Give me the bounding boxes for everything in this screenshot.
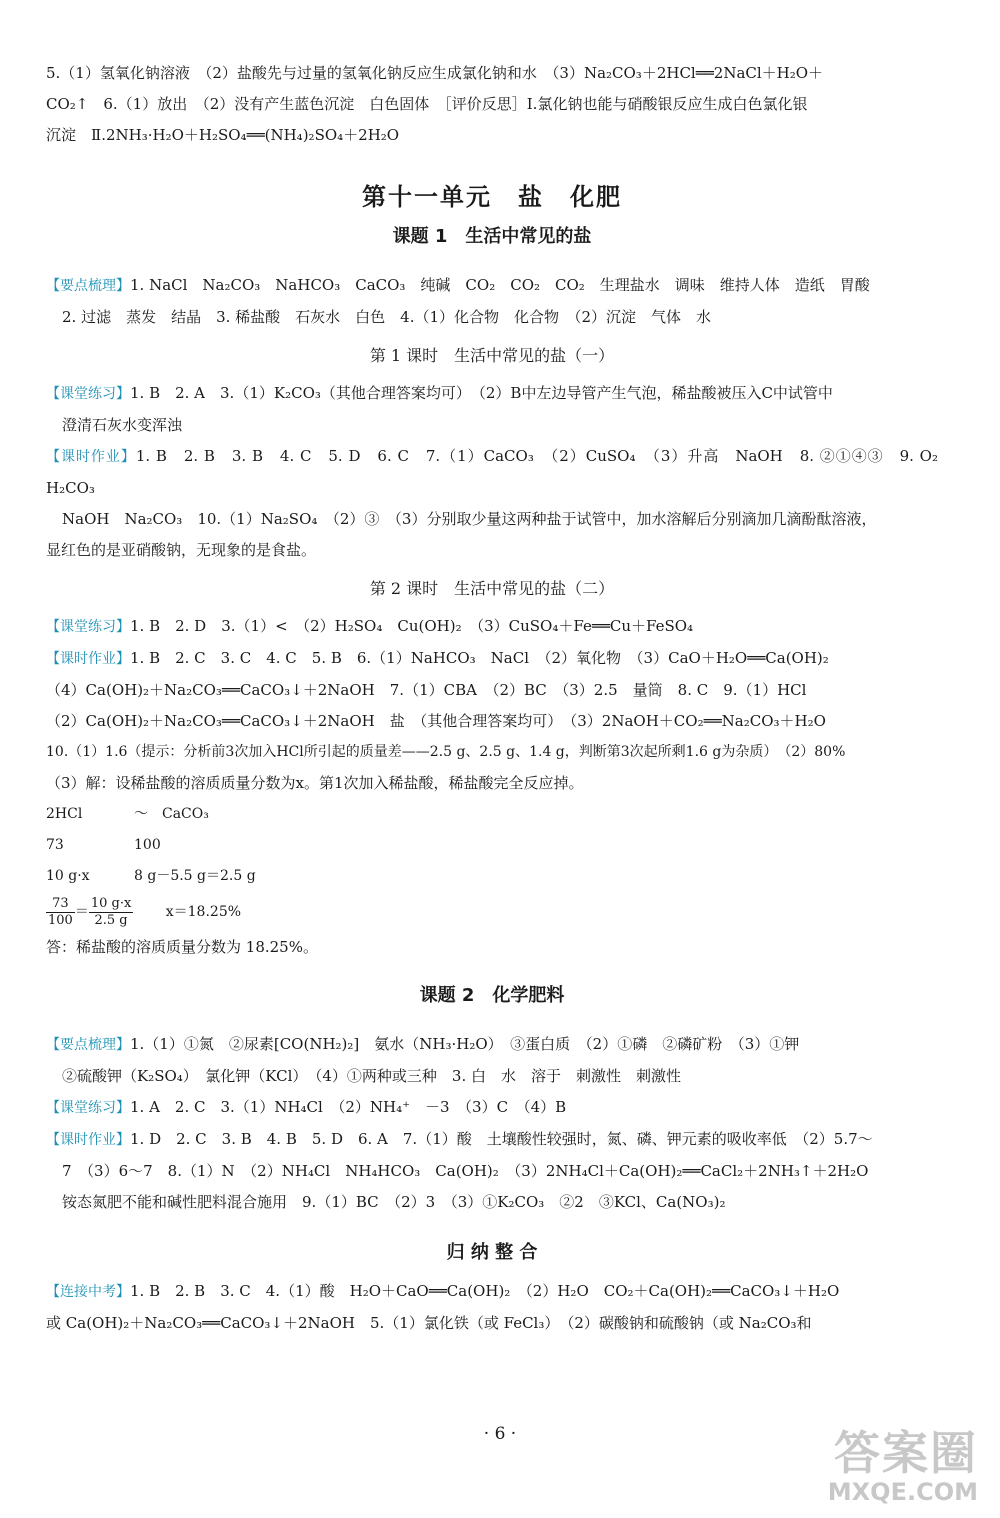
answer-line <box>46 270 938 302</box>
lesson-title: 第 1 课时 生活中常见的盐（一） <box>369 346 615 365</box>
watermark-logo-text: 答案圈 <box>834 1426 978 1480</box>
fraction <box>46 896 75 929</box>
answer-line: 显红色的是亚硝酸钠，无现象的是食盐。 <box>46 541 317 559</box>
answer-text: 1. B 2. A 3.（1）K₂CO₃（其他合理答案均可） （2）B中左边导管产生气泡，稀盐酸被压入C中试管中 <box>130 384 833 402</box>
answer-text: 1. B 2. B 3. B 4. C 5. D 6. C 7.（1）CaCO₃ （2）CuSO₄ （3）升高 NaOH 8. ②①④③ 9. O₂ H₂CO₃ <box>46 447 954 497</box>
section-tag: 【要点梳理】 <box>46 278 130 294</box>
answer-page <box>46 58 954 1339</box>
calc-cell: 2HCl <box>46 806 83 822</box>
summary-title: 归 纳 整 合 <box>446 1242 538 1263</box>
answer-text: 1. NaCl Na₂CO₃ NaHCO₃ CaCO₃ 纯碱 CO₂ CO₂ CO₂ 生理盐水 调味 维持人体 造纸 胃酸 <box>130 276 870 294</box>
calc-row <box>46 830 938 861</box>
calc-cell: 8 g－5.5 g＝2.5 g <box>134 868 256 884</box>
answer-line <box>46 1124 938 1156</box>
section-tag: 【课时作业】 <box>46 1132 130 1148</box>
answer-line <box>46 1092 938 1124</box>
answer-text: 1. A 2. C 3.（1）NH₄Cl （2）NH₄⁺ －3 （3）C （4）B <box>130 1098 567 1116</box>
watermark <box>828 1428 978 1506</box>
answer-line <box>46 1029 938 1061</box>
answer-line: （2）Ca(OH)₂＋Na₂CO₃══CaCO₃↓＋2NaOH 盐 （其他合理答案均可） （3）2NaOH＋CO₂══Na₂CO₃＋H₂O <box>46 712 826 730</box>
answer-text: 1. B 2. B 3. C 4.（1）酸 H₂O＋CaO══Ca(OH)₂ （2）H₂O CO₂＋Ca(OH)₂══CaCO₃↓＋H₂O <box>130 1282 840 1300</box>
page-number: · 6 · <box>483 1424 517 1444</box>
calc-row <box>46 861 938 892</box>
section-tag: 【课堂练习】 <box>46 619 130 635</box>
unit-title: 第十一单元 盐 化肥 <box>362 183 622 211</box>
answer-line: NaOH Na₂CO₃ 10.（1）Na₂SO₄ （2）③ （3）分别取少量这两种盐于试管中，加水溶解后分别滴加几滴酚酞溶液， <box>62 510 877 528</box>
section-tag: 【课时作业】 <box>46 651 130 667</box>
watermark-url: MXQE.COM <box>827 1478 978 1506</box>
answer-line: 2. 过滤 蒸发 结晶 3. 稀盐酸 石灰水 白色 4.（1）化合物 化合物 （2）沉淀 气体 水 <box>62 308 712 326</box>
answer-line: 10.（1）1.6（提示：分析前3次加入HCl所引起的质量差——2.5 g、2.5 g、1.4 g，判断第3次起所剩1.6 g为杂质） （2）80% <box>46 744 846 760</box>
answer-line <box>46 611 938 643</box>
fraction <box>89 896 133 929</box>
fraction-denominator: 100 <box>48 912 73 928</box>
calc-row <box>46 799 938 830</box>
section-tag: 【连接中考】 <box>46 1284 130 1300</box>
answer-line: 沉淀 Ⅱ.2NH₃·H₂O＋H₂SO₄══(NH₄)₂SO₄＋2H₂O <box>46 126 400 144</box>
answer-text: 1. B 2. D 3.（1）< （2）H₂SO₄ Cu(OH)₂ （3）CuSO₄＋Fe══Cu＋FeSO₄ <box>130 617 694 635</box>
section-tag: 【课堂练习】 <box>46 1100 130 1116</box>
section-tag: 【课时作业】 <box>46 449 136 465</box>
answer-line: 5.（1）氢氧化钠溶液 （2）盐酸先与过量的氢氧化钠反应生成氯化钠和水 （3）Na₂CO₃＋2HCl══2NaCl＋H₂O＋ <box>46 64 824 82</box>
answer-line <box>46 441 954 504</box>
answer-line <box>46 643 938 675</box>
answer-line: 铵态氮肥不能和碱性肥料混合施用 9.（1）BC （2）3 （3）①K₂CO₃ ②2 ③KCl、Ca(NO₃)₂ <box>62 1193 726 1211</box>
answer-line: 答：稀盐酸的溶质质量分数为 18.25%。 <box>46 938 318 956</box>
topic-title: 课题 2 化学肥料 <box>419 985 565 1006</box>
answer-line <box>46 1276 938 1308</box>
section-tag: 【课堂练习】 <box>46 386 130 402</box>
calc-result: x＝18.25% <box>165 904 242 920</box>
answer-text: 1.（1）①氮 ②尿素[CO(NH₂)₂] 氨水（NH₃·H₂O） ③蛋白质 （2）①磷 ②磷矿粉 （3）①钾 <box>130 1035 800 1053</box>
calc-row <box>46 892 938 932</box>
answer-text: 1. D 2. C 3. B 4. B 5. D 6. A 7.（1）酸 土壤酸性较强时，氮、磷、钾元素的吸收率低 （2）5.7～ <box>130 1130 873 1148</box>
fraction-numerator: 10 g·x <box>90 895 132 911</box>
answer-line: （4）Ca(OH)₂＋Na₂CO₃══CaCO₃↓＋2NaOH 7.（1）CBA （2）BC （3）2.5 量筒 8. C 9.（1）HCl <box>46 681 807 699</box>
answer-text: 1. B 2. C 3. C 4. C 5. B 6.（1）NaHCO₃ NaCl （2）氧化物 （3）CaO＋H₂O══Ca(OH)₂ <box>130 649 829 667</box>
answer-line: （3）解：设稀盐酸的溶质质量分数为x。第1次加入稀盐酸，稀盐酸完全反应掉。 <box>46 774 584 792</box>
calc-cell: ～ CaCO₃ <box>134 806 209 822</box>
fraction-denominator: 2.5 g <box>94 912 128 928</box>
equals-sign: ＝ <box>74 904 89 920</box>
answer-line: 7 （3）6～7 8.（1）N （2）NH₄Cl NH₄HCO₃ Ca(OH)₂ （3）2NH₄Cl＋Ca(OH)₂══CaCl₂＋2NH₃↑＋2H₂O <box>62 1162 869 1180</box>
calc-cell: 100 <box>134 837 161 853</box>
answer-line: 澄清石灰水变浑浊 <box>62 416 183 434</box>
lesson-title: 第 2 课时 生活中常见的盐（二） <box>369 579 615 598</box>
calc-cell: 73 <box>46 837 64 853</box>
section-tag: 【要点梳理】 <box>46 1037 130 1053</box>
answer-line: 或 Ca(OH)₂＋Na₂CO₃══CaCO₃↓＋2NaOH 5.（1）氯化铁（或 FeCl₃） （2）碳酸钠和硫酸钠（或 Na₂CO₃和 <box>46 1314 812 1332</box>
answer-line <box>46 378 938 410</box>
fraction-numerator: 73 <box>46 896 75 913</box>
calc-cell: 10 g·x <box>46 868 90 884</box>
answer-line: ②硫酸钾（K₂SO₄） 氯化钾（KCl） （4）①两种或三种 3. 白 水 溶于 刺激性 刺激性 <box>62 1067 682 1085</box>
topic-title: 课题 1 生活中常见的盐 <box>392 226 592 247</box>
answer-line: CO₂↑ 6.（1）放出 （2）没有产生蓝色沉淀 白色固体 ［评价反思］Ⅰ.氯化钠也能与硝酸银反应生成白色氯化银 <box>46 95 808 113</box>
